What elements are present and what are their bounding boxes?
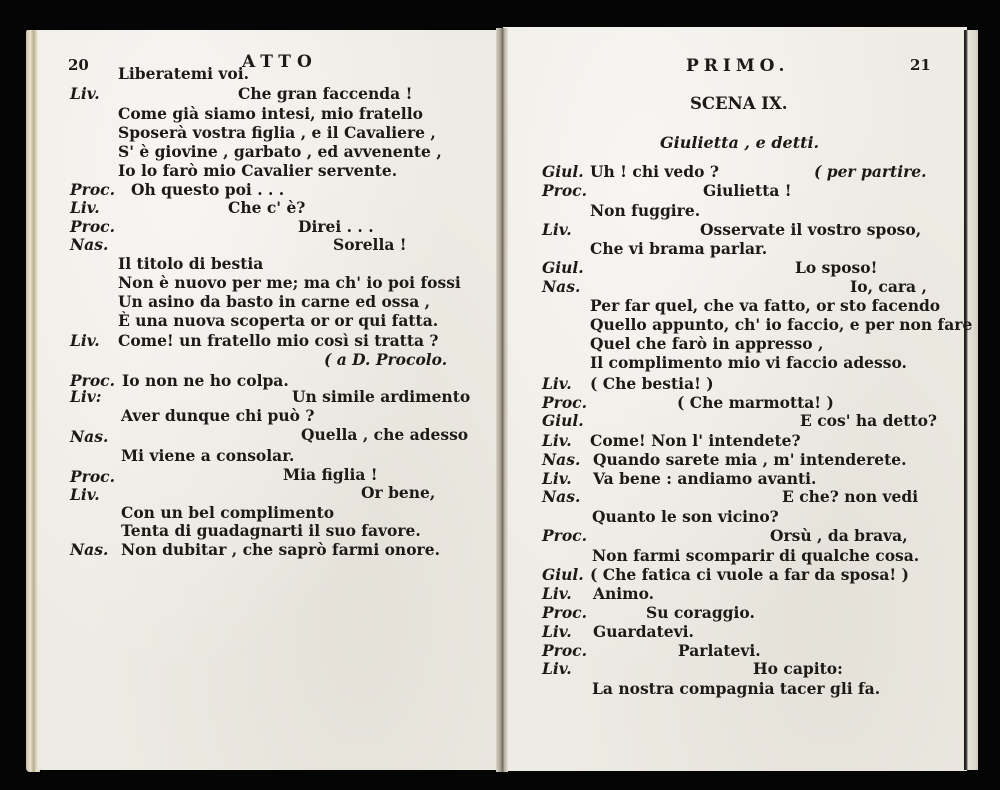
verse-line: Il titolo di bestia — [118, 254, 264, 273]
verse-line: Con un bel complimento — [121, 503, 335, 522]
speaker-label: Giul. — [542, 411, 584, 430]
verse-line: Oh questo poi . . . — [131, 180, 285, 199]
verse-line: Animo. — [593, 584, 655, 603]
verse-line: Non è nuovo per me; ma ch' io poi fossi — [118, 273, 461, 292]
verse-line: Orsù , da brava, — [770, 526, 908, 545]
speaker-label: Liv. — [70, 198, 100, 217]
speaker-label: Proc. — [70, 467, 115, 486]
speaker-label: Giul. — [542, 162, 584, 181]
left-running-head: ATTO — [242, 52, 318, 72]
verse-line: Or bene, — [361, 483, 436, 502]
verse-line: Lo sposo! — [795, 258, 878, 277]
verse-line: Mia figlia ! — [283, 465, 378, 484]
verse-line: Ho capito: — [753, 659, 843, 678]
verse-line: Il complimento mio vi faccio adesso. — [590, 353, 907, 372]
verse-line: E che? non vedi — [782, 487, 919, 506]
verse-line: E cos' ha detto? — [800, 411, 938, 430]
verse-line: La nostra compagnia tacer gli fa. — [592, 679, 881, 698]
verse-line: Un asino da basto in carne ed ossa , — [118, 292, 431, 311]
speaker-label: Nas. — [542, 487, 581, 506]
right-page-number: 21 — [910, 56, 931, 74]
verse-line: Che gran faccenda ! — [238, 84, 413, 103]
speaker-label: Liv: — [70, 387, 102, 406]
speaker-label: Liv. — [542, 622, 572, 641]
verse-line: Guardatevi. — [593, 622, 694, 641]
speaker-label: Proc. — [542, 641, 587, 660]
verse-line: Come! un fratello mio così si tratta ? — [118, 331, 439, 350]
verse-line: ( Che fatica ci vuole a far da sposa! ) — [590, 565, 909, 584]
speaker-label: Nas. — [70, 540, 109, 559]
stage-direction: ( per partire. — [814, 162, 927, 181]
verse-line: Come! Non l' intendete? — [590, 431, 801, 450]
speaker-label: Nas. — [542, 450, 581, 469]
verse-line: S' è giovine , garbato , ed avvenente , — [118, 142, 442, 161]
verse-line: Tenta di guadagnarti il suo favore. — [121, 521, 421, 540]
verse-line: Quel che farò in appresso , — [590, 334, 824, 353]
speaker-label: Liv. — [70, 331, 100, 350]
verse-line: Uh ! chi vedo ? — [590, 162, 719, 181]
speaker-label: Proc. — [542, 526, 587, 545]
speaker-label: Proc. — [542, 181, 587, 200]
verse-line: Non fuggire. — [590, 201, 701, 220]
verse-line: Direi . . . — [298, 217, 374, 236]
speaker-label: Nas. — [542, 277, 581, 296]
speaker-label: Liv. — [542, 469, 572, 488]
verse-line: Va bene : andiamo avanti. — [593, 469, 817, 488]
scene-title: SCENA IX. — [690, 94, 788, 113]
verse-line: Sposerà vostra figlia , e il Cavaliere , — [118, 123, 436, 142]
verse-line: Che c' è? — [228, 198, 306, 217]
verse-line: Su coraggio. — [646, 603, 755, 622]
speaker-label: Proc. — [70, 371, 115, 390]
speaker-label: Nas. — [70, 235, 109, 254]
scene-persons: Giulietta , e detti. — [660, 133, 820, 152]
verse-line: Non dubitar , che saprò farmi onore. — [121, 540, 440, 559]
speaker-label: Liv. — [542, 220, 572, 239]
verse-line: Liberatemi voi. — [118, 64, 250, 83]
book-gutter — [496, 28, 508, 772]
speaker-label: Liv. — [542, 374, 572, 393]
speaker-label: Liv. — [70, 84, 100, 103]
verse-line: Che vi brama parlar. — [590, 239, 768, 258]
verse-line: Sorella ! — [333, 235, 407, 254]
verse-line: Io, cara , — [850, 277, 927, 296]
speaker-label: Giul. — [542, 258, 584, 277]
right-page-edge — [964, 30, 978, 770]
verse-line: Io lo farò mio Cavalier servente. — [118, 161, 398, 180]
speaker-label: Proc. — [542, 393, 587, 412]
verse-line: Come già siamo intesi, mio fratello — [118, 104, 423, 123]
verse-line: ( Che bestia! ) — [590, 374, 714, 393]
verse-line: Parlatevi. — [678, 641, 761, 660]
verse-line: È una nuova scoperta or or qui fatta. — [118, 311, 439, 330]
speaker-label: Giul. — [542, 565, 584, 584]
verse-line: Giulietta ! — [703, 181, 792, 200]
speaker-label: Liv. — [70, 485, 100, 504]
speaker-label: Liv. — [542, 584, 572, 603]
verse-line: Osservate il vostro sposo, — [700, 220, 922, 239]
verse-line: Quello appunto, ch' io faccio, e per non fare — [590, 315, 973, 334]
right-running-head: PRIMO. — [686, 56, 790, 76]
verse-line: Aver dunque chi può ? — [121, 406, 315, 425]
speaker-label: Liv. — [542, 659, 572, 678]
verse-line: Non farmi scomparir di qualche cosa. — [592, 546, 920, 565]
verse-line: Quanto le son vicino? — [592, 507, 779, 526]
verse-line: Io non ne ho colpa. — [122, 371, 289, 390]
speaker-label: Proc. — [70, 217, 115, 236]
left-page-number: 20 — [68, 56, 89, 74]
verse-line: Quella , che adesso — [301, 425, 469, 444]
speaker-label: Proc. — [542, 603, 587, 622]
verse-line: ( Che marmotta! ) — [677, 393, 834, 412]
speaker-label: Proc. — [70, 180, 115, 199]
speaker-label: Nas. — [70, 427, 109, 446]
verse-line: Mi viene a consolar. — [121, 446, 295, 465]
verse-line: Un simile ardimento — [292, 387, 471, 406]
verse-line: Quando sarete mia , m' intenderete. — [593, 450, 907, 469]
verse-line: Per far quel, che va fatto, or sto facendo — [590, 296, 941, 315]
stage-direction: ( a D. Procolo. — [324, 350, 448, 369]
speaker-label: Liv. — [542, 431, 572, 450]
